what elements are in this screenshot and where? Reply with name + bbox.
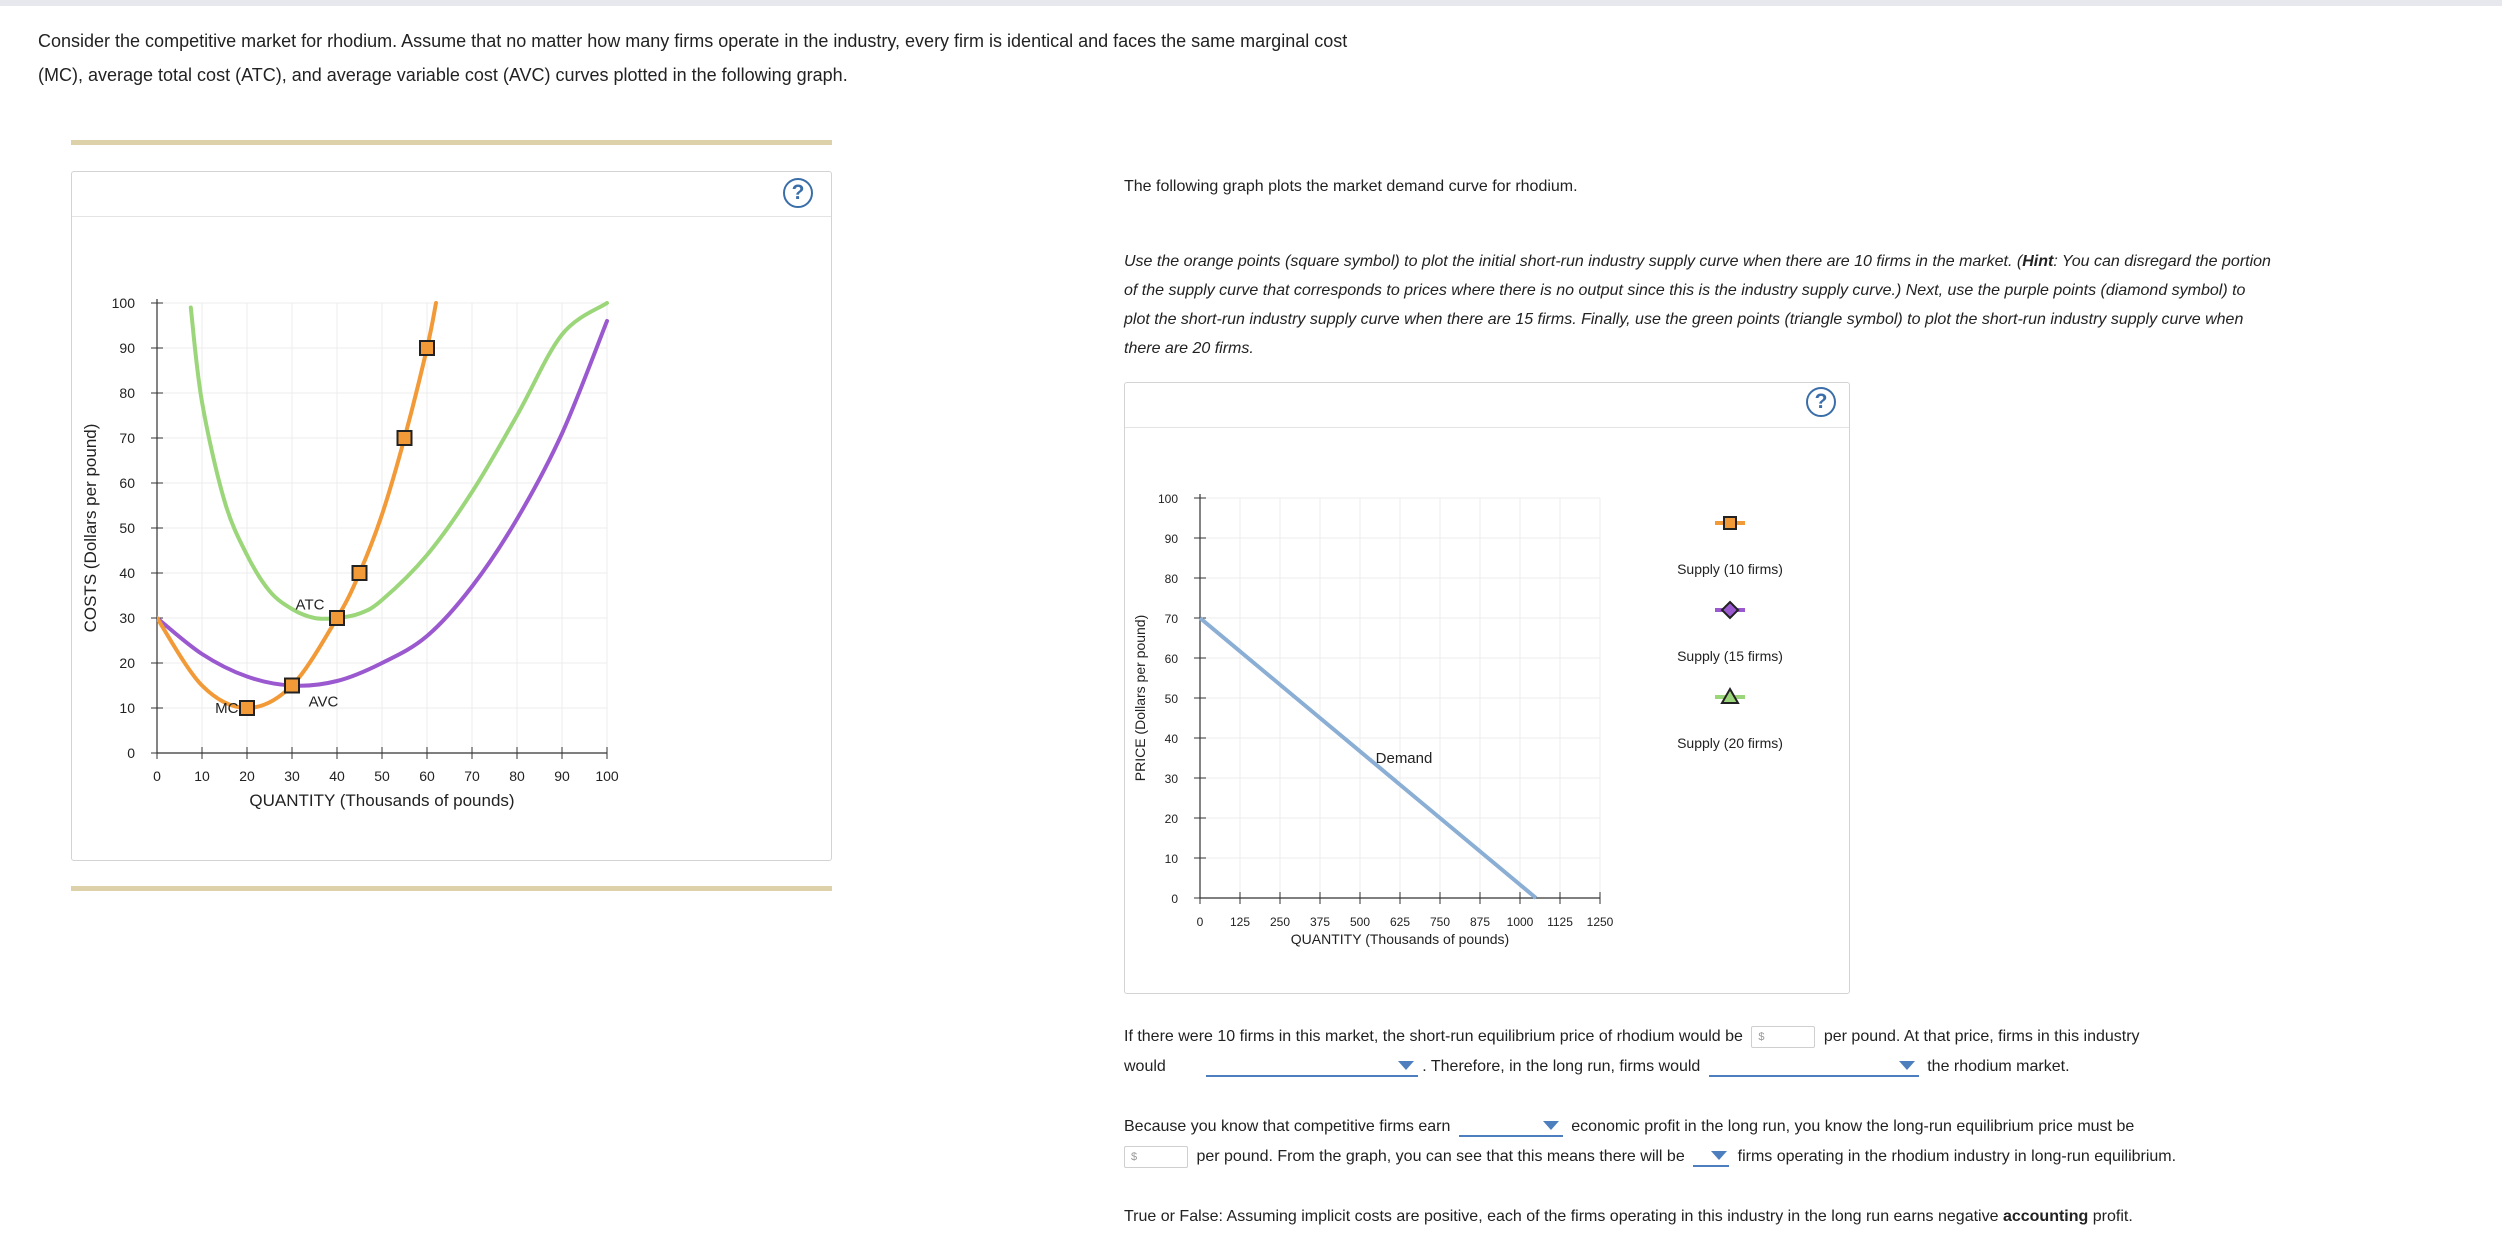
y-tick-label: 50 <box>1164 692 1178 706</box>
demand-curve <box>1200 618 1536 898</box>
panel-top-rule <box>71 140 832 145</box>
chevron-down-icon <box>1711 1151 1727 1160</box>
y-tick-label: 20 <box>119 655 135 671</box>
mc-point-square <box>285 679 299 693</box>
x-tick-label: 625 <box>1389 915 1411 929</box>
q2-text-4: firms operating in the rhodium industry in long-run equilibrium. <box>1737 1148 2177 1165</box>
hint-label: Hint <box>2022 253 2054 270</box>
q3-text-1: True or False: Assuming implicit costs are positive, each of the firms operating in this industry in the long run earns negative <box>1124 1208 1999 1225</box>
legend-label-15-firms: Supply (15 firms) <box>1677 648 1783 664</box>
x-tick-label: 20 <box>239 768 255 784</box>
question-3 <box>1124 1202 2464 1232</box>
q2-text-2: economic profit in the long run, you know the long-run equilibrium price must be <box>1571 1118 2135 1135</box>
x-tick-label: 125 <box>1229 915 1251 929</box>
y-axis-label: PRICE (Dollars per pound) <box>1132 614 1148 782</box>
y-tick-label: 80 <box>119 385 135 401</box>
curve-label-avc: AVC <box>308 693 339 711</box>
top-bar <box>0 0 2502 6</box>
mc-point-square <box>353 566 367 580</box>
cost-graph-panel <box>71 171 832 861</box>
x-tick-label: 1000 <box>1506 915 1534 929</box>
x-tick-label: 80 <box>509 768 525 784</box>
legend-label-20-firms: Supply (20 firms) <box>1677 735 1783 751</box>
x-tick-label: 1250 <box>1586 915 1614 929</box>
x-tick-label: 375 <box>1309 915 1331 929</box>
chevron-down-icon <box>1543 1121 1559 1130</box>
lr-profit-dropdown[interactable] <box>1459 1117 1563 1137</box>
y-tick-label: 40 <box>119 565 135 581</box>
q2-text-3: per pound. From the graph, you can see that this means there will be <box>1196 1148 1685 1165</box>
x-tick-label: 500 <box>1349 915 1371 929</box>
demand-graph-panel <box>1124 382 1850 994</box>
mc-point-square <box>398 431 412 445</box>
instructions-part-1: Use the orange points (square symbol) to plot the initial short-run industry supply curve when there are 10 firms in the market. ( <box>1124 253 2023 270</box>
y-tick-label: 60 <box>119 475 135 491</box>
y-axis-label: COSTS (Dollars per pound) <box>81 423 100 633</box>
demand-label: Demand <box>1375 750 1433 767</box>
x-tick-label: 90 <box>554 768 570 784</box>
q1-text-3: would <box>1124 1058 1166 1075</box>
x-tick-label: 250 <box>1269 915 1291 929</box>
x-axis-label: QUANTITY (Thousands of pounds) <box>249 791 515 810</box>
q1-text-2: per pound. At that price, firms in this industry <box>1823 1028 2140 1045</box>
question-1-line-1 <box>1124 1022 2464 1052</box>
q1-text-5: the rhodium market. <box>1927 1058 2070 1075</box>
y-tick-label: 0 <box>127 745 135 761</box>
y-tick-label: 50 <box>119 520 135 536</box>
x-tick-label: 0 <box>153 768 161 784</box>
y-tick-label: 30 <box>1164 772 1178 786</box>
y-tick-label: 90 <box>119 340 135 356</box>
instructions-part-2: : You can disregard the portion of the supply curve that corresponds to prices where there is no output since this is the industry supply curve.) Next, use the purple points (diamond symbol) to plot the short-run industry supply curve when there are 15 firms. Finally, use the green points (triangle symbol) to plot the short-run industry supply curve when there are 20 firms. <box>1124 253 2271 357</box>
q1-text-4: . Therefore, in the long run, firms would <box>1422 1058 1701 1075</box>
x-tick-label: 0 <box>1196 915 1204 929</box>
mc-point-square <box>420 341 434 355</box>
x-tick-label: 100 <box>595 768 619 784</box>
question-2-line-2 <box>1124 1142 2464 1172</box>
curve-label-mc: MC <box>215 700 239 717</box>
square-icon <box>1724 517 1736 529</box>
q3-text-2: profit. <box>2092 1208 2133 1225</box>
y-tick-label: 10 <box>1164 852 1178 866</box>
y-tick-label: 70 <box>1164 612 1178 626</box>
y-tick-label: 70 <box>119 430 135 446</box>
cost-curves-chart <box>72 172 831 860</box>
mc-point-square <box>240 701 254 715</box>
y-tick-label: 40 <box>1164 732 1178 746</box>
x-tick-label: 30 <box>284 768 300 784</box>
mc-point-square <box>330 611 344 625</box>
y-tick-label: 10 <box>119 700 135 716</box>
x-tick-label: 70 <box>464 768 480 784</box>
help-icon[interactable]: ? <box>783 178 813 208</box>
sr-price-input[interactable]: $ <box>1751 1026 1815 1048</box>
help-icon[interactable]: ? <box>1806 387 1836 417</box>
y-tick-label: 60 <box>1164 652 1178 666</box>
y-tick-label: 90 <box>1164 532 1178 546</box>
y-tick-label: 0 <box>1171 892 1178 906</box>
lr-price-input[interactable]: $ <box>1124 1146 1188 1168</box>
chevron-down-icon <box>1398 1061 1414 1070</box>
x-tick-label: 60 <box>419 768 435 784</box>
x-tick-label: 750 <box>1429 915 1451 929</box>
entry-exit-dropdown[interactable] <box>1709 1057 1919 1077</box>
y-tick-label: 100 <box>111 295 135 311</box>
x-tick-label: 10 <box>194 768 210 784</box>
x-axis-label: QUANTITY (Thousands of pounds) <box>1290 931 1510 947</box>
y-tick-label: 80 <box>1164 572 1178 586</box>
q1-text-1: If there were 10 firms in this market, the short-run equilibrium price of rhodium would be <box>1124 1028 1743 1045</box>
profit-status-dropdown[interactable] <box>1206 1057 1418 1077</box>
demand-intro-text: The following graph plots the market demand curve for rhodium. <box>1124 178 1578 195</box>
x-tick-label: 50 <box>374 768 390 784</box>
y-tick-label: 100 <box>1157 492 1178 506</box>
diamond-icon <box>1722 602 1738 618</box>
question-1-line-2 <box>1124 1052 2464 1082</box>
question-2-line-1 <box>1124 1112 2464 1142</box>
legend-label-10-firms: Supply (10 firms) <box>1677 561 1783 577</box>
q2-text-1: Because you know that competitive firms earn <box>1124 1118 1451 1135</box>
intro-text: Consider the competitive market for rhodium. Assume that no matter how many firms operate in the industry, every firm is identical and faces the same marginal cost (MC), average total cost (ATC), and average variable cost (AVC) curves plotted in the following graph. <box>38 31 1348 85</box>
q3-bold-word: accounting <box>2002 1208 2089 1225</box>
x-tick-label: 1125 <box>1547 915 1573 929</box>
chevron-down-icon <box>1899 1061 1915 1070</box>
y-tick-label: 20 <box>1164 812 1178 826</box>
x-tick-label: 875 <box>1469 915 1491 929</box>
num-firms-dropdown[interactable] <box>1693 1147 1729 1167</box>
x-tick-label: 40 <box>329 768 345 784</box>
instructions-text <box>1124 247 2274 363</box>
y-tick-label: 30 <box>119 610 135 626</box>
curve-label-atc: ATC <box>295 596 325 614</box>
demand-supply-chart[interactable] <box>1125 383 1849 993</box>
panel-bottom-rule <box>71 886 832 891</box>
